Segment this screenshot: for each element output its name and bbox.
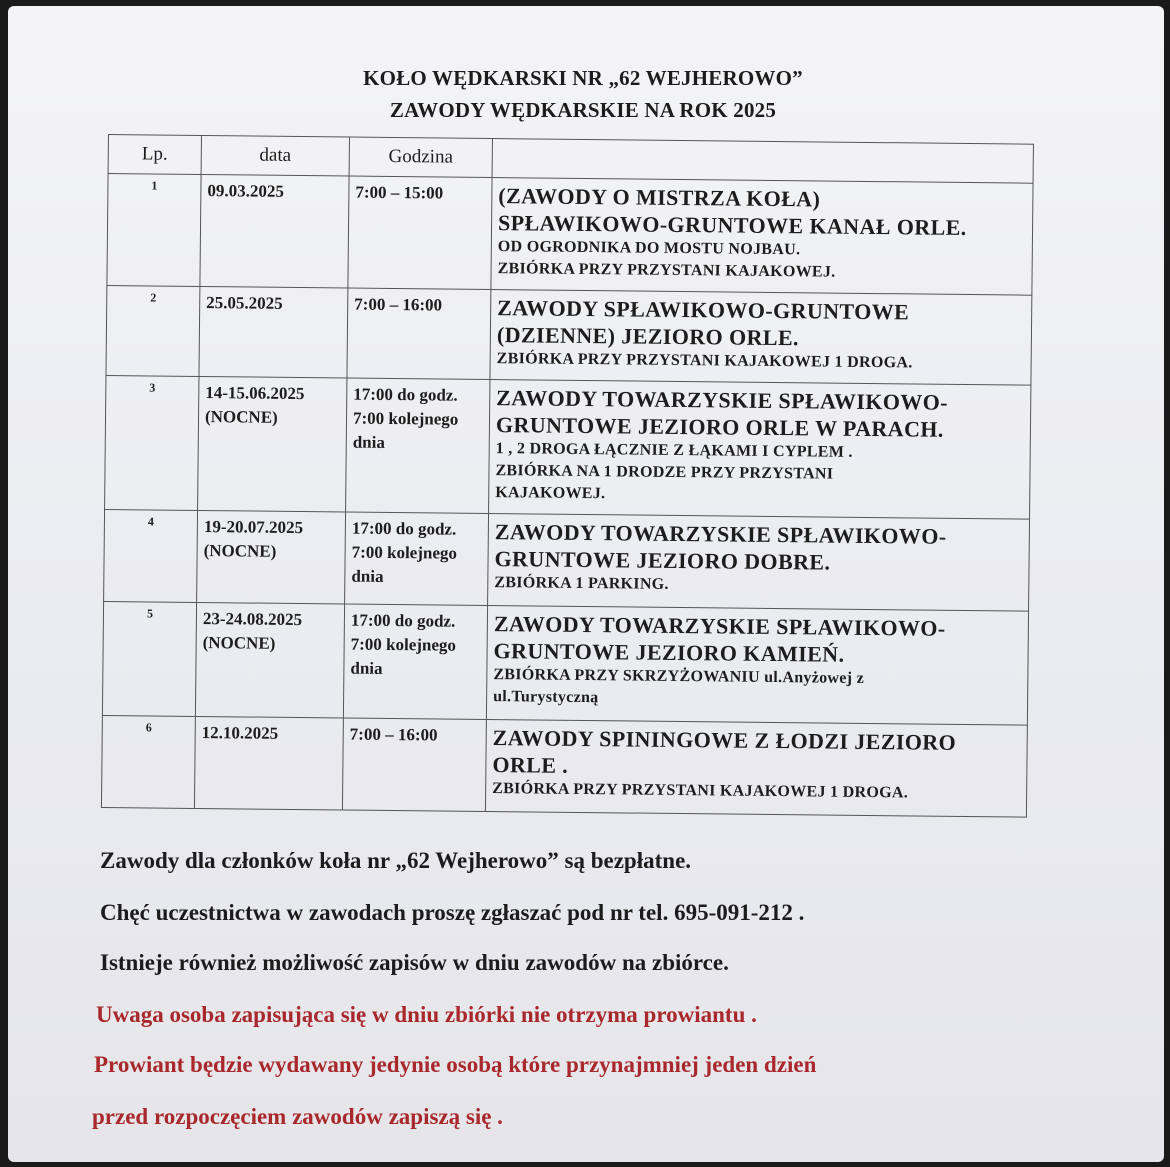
- date-line: (NOCNE): [203, 541, 277, 561]
- date-line: 25.05.2025: [206, 293, 283, 313]
- row-description: [491, 178, 1033, 296]
- row-number: 2: [106, 285, 200, 376]
- header-lp: Lp.: [108, 135, 201, 175]
- description-main-line: (ZAWODY O MISTRZA KOŁA): [498, 183, 821, 212]
- note-phone: Chęć uczestnictwa w zawodach proszę zgłaszać pod nr tel. 695-091-212 .: [100, 900, 805, 925]
- hour-line: 7:00 kolejnego: [350, 634, 457, 655]
- hour-line: 7:00 – 16:00: [349, 724, 438, 745]
- hour-line: 17:00 do godz.: [353, 384, 458, 405]
- row-hour: [342, 718, 486, 811]
- description-main-line: SPŁAWIKOWO-GRUNTOWE KANAŁ ORLE.: [497, 210, 967, 240]
- description-main-line: (DZIENNE) JEZIORO ORLE.: [496, 322, 800, 351]
- description-main-line: ZAWODY TOWARZYSKIE SPŁAWIKOWO-: [494, 519, 947, 549]
- hour-line: 17:00 do godz.: [351, 518, 457, 539]
- row-hour: [347, 288, 491, 379]
- row-date: [195, 602, 344, 718]
- date-line: 09.03.2025: [207, 181, 285, 201]
- note-free-entry: Zawody dla członków koła nr „62 Wejherowo” są bezpłatne.: [100, 848, 692, 873]
- description-detail-line: ZBIÓRKA NA 1 DRODZE PRZY PRZYSTANI: [495, 462, 834, 483]
- row-description: [488, 514, 1030, 612]
- hour-line: dnia: [351, 566, 384, 586]
- date-line: 19-20.07.2025: [203, 517, 304, 538]
- row-number: 1: [107, 174, 201, 287]
- header-hour: Godzina: [349, 137, 492, 177]
- document-page: [8, 6, 1164, 1162]
- header-date: data: [201, 135, 349, 176]
- row-hour: [346, 378, 490, 513]
- date-line: 14-15.06.2025: [205, 383, 305, 404]
- table-row: [105, 375, 1031, 519]
- warning-line-1: Uwaga osoba zapisująca się w dniu zbiórki nie otrzyma prowiantu .: [96, 1002, 757, 1027]
- description-main-line: ZAWODY SPŁAWIKOWO-GRUNTOWE: [497, 295, 910, 325]
- warning-line-3: przed rozpoczęciem zawodów zapiszą się .: [92, 1104, 503, 1129]
- date-line: (NOCNE): [204, 407, 278, 427]
- description-detail-line: ZBIÓRKA PRZY PRZYSTANI KAJAKOWEJ 1 DROGA.: [492, 780, 909, 802]
- hour-line: 7:00 kolejnego: [351, 542, 458, 563]
- row-hour: [348, 176, 492, 289]
- description-detail-line: ul.Turystyczną: [493, 688, 599, 707]
- description-detail-line: OD OGRODNIKA DO MOSTU NOJBAU.: [497, 238, 801, 259]
- hour-line: 7:00 – 16:00: [354, 294, 443, 315]
- row-date: [198, 376, 347, 512]
- description-main-line: ZAWODY TOWARZYSKIE SPŁAWIKOWO-: [496, 385, 949, 415]
- description-detail-line: 1 , 2 DROGA ŁĄCZNIE Z ŁĄKAMI I CYPLEM .: [495, 440, 853, 461]
- row-date: [200, 174, 349, 288]
- hour-line: dnia: [350, 658, 383, 678]
- date-line: (NOCNE): [202, 633, 276, 653]
- description-detail-line: ZBIÓRKA PRZY PRZYSTANI KAJAKOWEJ.: [497, 260, 836, 281]
- table-row: [107, 174, 1033, 296]
- description-main-line: ORLE .: [492, 752, 569, 778]
- document-title: KOŁO WĘDKARSKI NR „62 WEJHEROWO”: [363, 66, 803, 90]
- row-description: [485, 719, 1027, 817]
- row-description: [489, 380, 1031, 520]
- description-main-line: GRUNTOWE JEZIORO KAMIEŃ.: [493, 638, 845, 667]
- table-row: [104, 509, 1030, 611]
- date-line: 23-24.08.2025: [202, 609, 303, 630]
- document-subtitle: ZAWODY WĘDKARSKIE NA ROK 2025: [389, 98, 777, 122]
- row-number: 6: [101, 715, 195, 808]
- competition-schedule-table: [101, 134, 1034, 818]
- description-detail-line: ZBIÓRKA 1 PARKING.: [494, 574, 669, 593]
- row-description: [490, 290, 1032, 386]
- row-date: [197, 510, 346, 604]
- header-description: [492, 139, 1033, 184]
- row-number: 4: [104, 509, 198, 602]
- warning-line-2: Prowiant będzie wydawany jedynie osobą które przynajmniej jeden dzień: [94, 1052, 817, 1077]
- description-detail-line: ZBIÓRKA PRZY PRZYSTANI KAJAKOWEJ 1 DROGA.: [496, 350, 913, 372]
- row-hour: [343, 604, 487, 719]
- row-hour: [345, 512, 489, 605]
- table-row: [102, 601, 1028, 725]
- hour-line: dnia: [352, 432, 386, 452]
- row-number: 3: [105, 375, 199, 510]
- row-number: 5: [102, 601, 196, 716]
- description-detail-line: ZBIÓRKA PRZY SKRZYŻOWANIU ul.Anyżowej z: [493, 666, 865, 687]
- hour-line: 7:00 – 15:00: [355, 182, 444, 203]
- description-main-line: GRUNTOWE JEZIORO ORLE W PARACH.: [495, 412, 944, 442]
- description-main-line: ZAWODY SPININGOWE Z ŁODZI JEZIORO: [492, 725, 957, 755]
- table-row: [106, 285, 1032, 385]
- date-line: 12.10.2025: [201, 723, 279, 743]
- table-row: [101, 715, 1027, 817]
- description-main-line: ZAWODY TOWARZYSKIE SPŁAWIKOWO-: [493, 611, 946, 641]
- row-date: [199, 286, 348, 378]
- note-onsite-registration: Istnieje również możliwość zapisów w dniu zawodów na zbiórce.: [100, 950, 729, 975]
- hour-line: 7:00 kolejnego: [352, 408, 459, 429]
- row-description: [486, 606, 1028, 726]
- description-detail-line: KAJAKOWEJ.: [495, 484, 606, 503]
- hour-line: 17:00 do godz.: [350, 610, 456, 631]
- description-main-line: GRUNTOWE JEZIORO DOBRE.: [494, 546, 831, 575]
- row-date: [194, 716, 343, 810]
